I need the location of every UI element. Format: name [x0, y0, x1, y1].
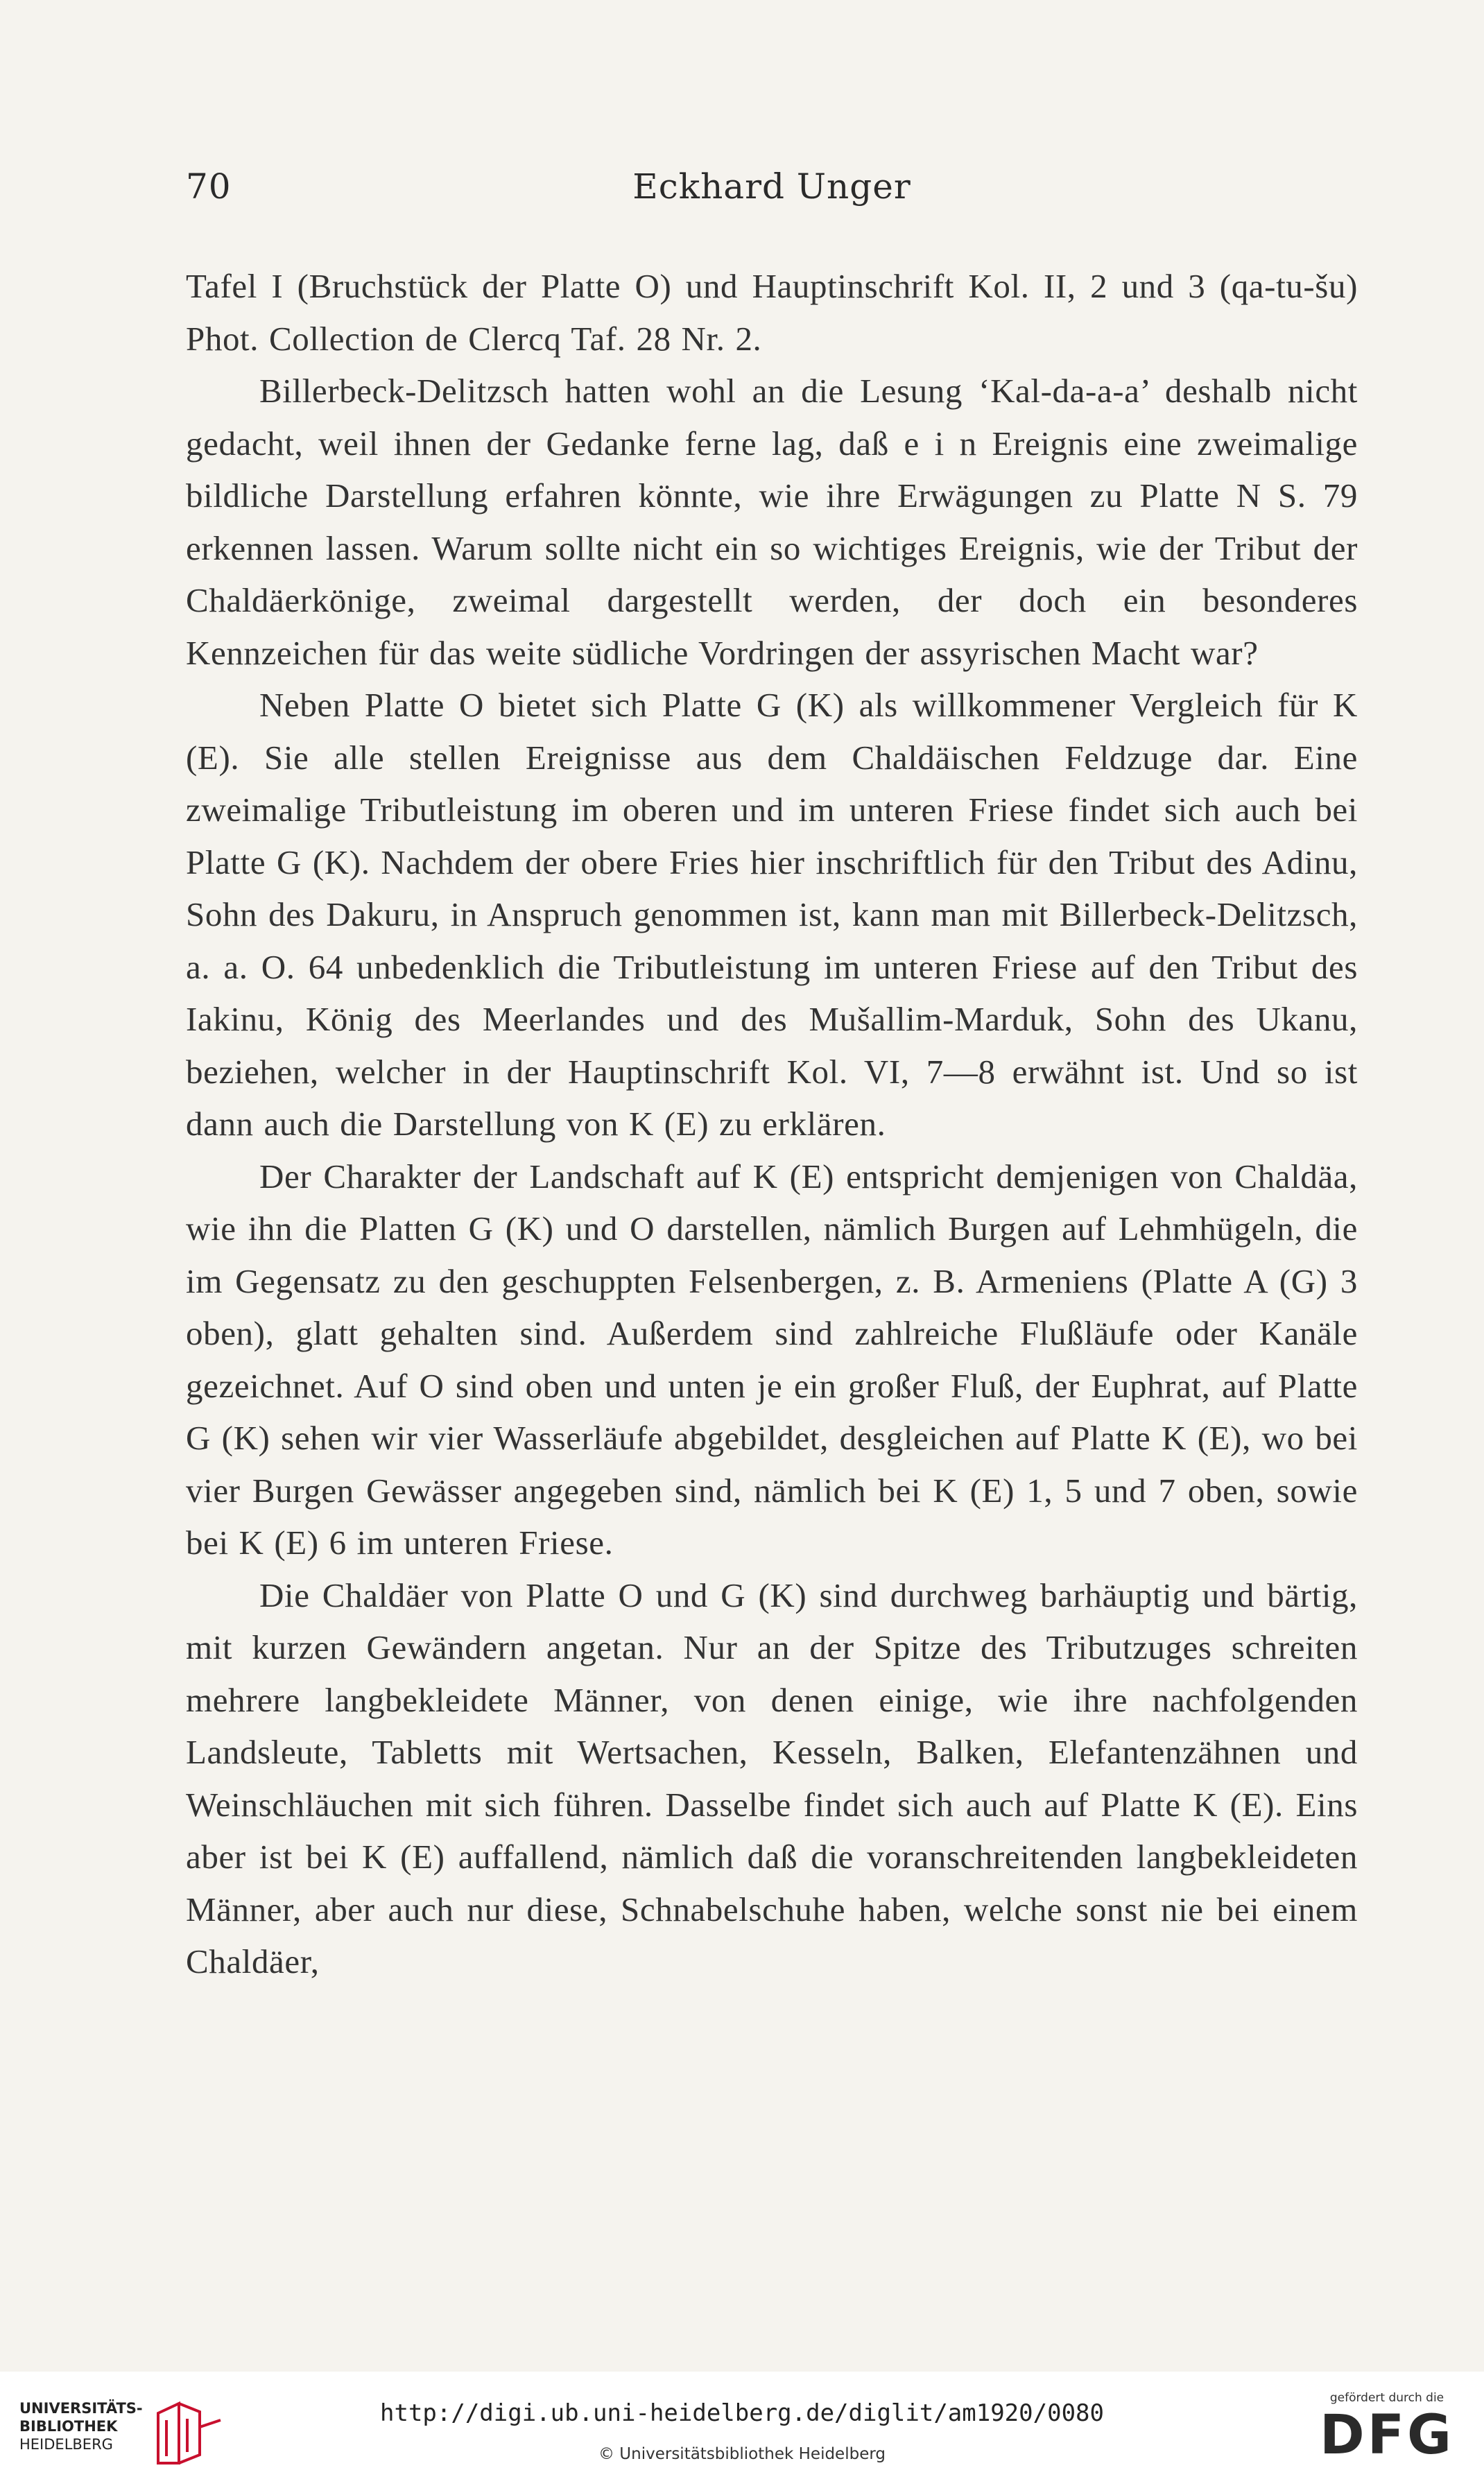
running-head: Eckhard Unger: [632, 166, 911, 207]
dfg-wordmark: DFG: [1319, 2404, 1455, 2467]
digitization-footer: [0, 2372, 1484, 2486]
library-name-line: UNIVERSITÄTS-: [19, 2400, 143, 2417]
page-header: [186, 166, 1358, 215]
paragraph: Neben Platte O bietet sich Platte G (K) als willkommener Vergleich für K (E). Sie alle stellen Ereignisse aus dem Chaldäischen Feldzuge dar. Eine zweimalige Tributleistung im oberen und im unteren Friese findet sich auch bei Platte G (K). Nachdem der obere Fries hier inschriftlich für den Tribut des Adinu, Sohn des Dakuru, in Anspruch genommen ist, kann man mit Billerbeck-Delitzsch, a. a. O. 64 unbedenklich die Tributleistung im unteren Friese auf den Tribut des Iakinu, König des Meerlandes und des Mušallim-Marduk, Sohn des Ukanu, beziehen, welcher in der Hauptinschrift Kol. VI, 7—8 erwähnt ist. Und so ist dann auch die Darstellung von K (E) zu erklären.: [186, 686, 1358, 1143]
body-text: [186, 260, 1358, 1988]
library-name-line: HEIDELBERG: [19, 2436, 113, 2453]
library-name-line: BIBLIOTHEK: [19, 2418, 118, 2435]
paragraph: Billerbeck-Delitzsch hatten wohl an die Lesung ‘Kal-da-a-a’ deshalb nicht gedacht, weil ihnen der Gedanke ferne lag, daß e i n Ereignis eine zweimalige bildliche Darstellung erfahren könnte, wie ihre Erwägungen zu Platte N S. 79 erkennen lassen. Warum sollte nicht ein so wichtiges Ereignis, wie der Tribut der Chaldäerkönige, zweimal dargestellt werden, der doch ein besonderes Kennzeichen für das weite südliche Vordringen der assyrischen Macht war?: [186, 372, 1358, 672]
copyright-notice: © Universitätsbibliothek Heidelberg: [598, 2445, 886, 2463]
paragraph: Der Charakter der Landschaft auf K (E) entspricht demjenigen von Chaldäa, wie ihn die Platten G (K) und O darstellen, nämlich Burgen auf Lehmhügeln, die im Gegensatz zu den geschuppten Felsenbergen, z. B. Armeniens (Platte A (G) 3 oben), glatt gehalten sind. Außerdem sind zahlreiche Flußläufe oder Kanäle gezeichnet. Auf O sind oben und unten je ein großer Fluß, der Euphrat, auf Platte G (K) sehen wir vier Wasserläufe abgebildet, desgleichen auf Platte K (E), wo bei vier Burgen Gewässer angegeben sind, nämlich bei K (E) 1, 5 und 7 oben, sowie bei K (E) 6 im unteren Friese.: [186, 1157, 1358, 1562]
dfg-logo[interactable]: [1311, 2391, 1463, 2474]
paragraph: Die Chaldäer von Platte O und G (K) sind durchweg barhäuptig und bärtig, mit kurzen Gewändern angetan. Nur an der Spitze des Tributzuges schreiten mehrere langbekleidete Männer, von denen einige, wie ihre nachfolgenden Landsleute, Tabletts mit Wertsachen, Kesseln, Balken, Elefantenzähnen und Weinschläuchen mit sich führen. Dasselbe findet sich auch auf Platte K (E). Eins aber ist bei K (E) auffallend, nämlich daß die voranschreitenden langbekleideten Männer, aber auch nur diese, Schnabelschuhe haben, welche sonst nie bei einem Chaldäer,: [186, 1576, 1358, 1980]
paragraph: Tafel I (Bruchstück der Platte O) und Hauptinschrift Kol. II, 2 und 3 (qa-tu-šu) Phot. Collection de Clercq Taf. 28 Nr. 2.: [186, 267, 1358, 358]
funding-caption: gefördert durch die: [1329, 2391, 1444, 2405]
page-number: 70: [186, 166, 232, 207]
source-url-link[interactable]: http://digi.ub.uni-heidelberg.de/diglit/am1920/0080: [380, 2399, 1104, 2427]
